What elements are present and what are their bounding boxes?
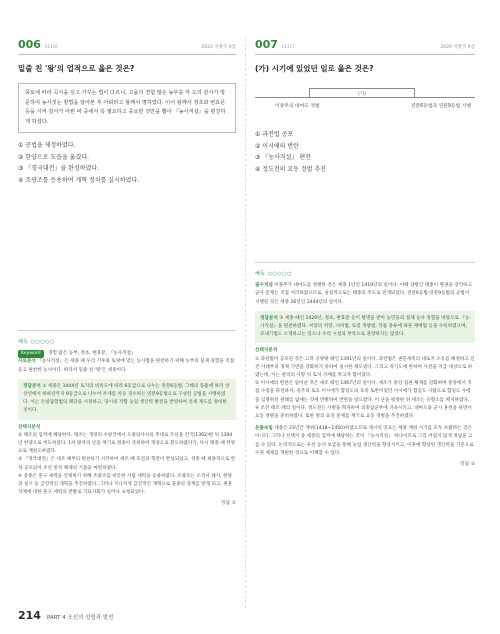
choice-item[interactable]: ① 과전법 공포 [255, 131, 294, 138]
answer-007 [255, 270, 475, 469]
choice-analysis-label: 선택지분석 [255, 348, 278, 354]
question-header [255, 38, 475, 55]
choice-analysis-item: ② 이시애의 반란은 일어난 것은 세조 때인 1467년의 일이다. 세조가 중앙 집권 체제를 강화하며 중앙에서 직접 수령을 파견하자, 길주의 토호 이시애가 함길도의 호족 토반이었던 이시애가 함길도 사람으로 함길도 수령을 임명하던 관례를 없애는 것에 반발하여 반란을 일으켰다. 이 난을 평정한 뒤 세조는 유향소를 폐지하였다. [255, 381, 472, 403]
choice-item[interactable]: ① 공법을 제정하였다. [18, 142, 76, 149]
correct-answer-box [255, 311, 475, 344]
timeline-start-label: 이종무의 대마도 정벌 [275, 104, 320, 109]
source-analysis-label: 자료분석 [18, 359, 36, 365]
timeline [255, 86, 475, 122]
section-divider [255, 262, 475, 263]
keyword-line [18, 350, 236, 358]
choice-item[interactable]: ③ 『경국대전』을 완성하였다. [18, 165, 100, 172]
page-footer [18, 609, 113, 622]
choice-analysis-item: ③ 『경국대전』은 세조 때부터 편찬하기 시작하여 세조 때 호전과 형전이 완성되었고, 성종 때 최종적으로 완성·공포되어 조선 통치 체제의 기틀을 마련하였다. [18, 457, 236, 471]
timeline-end-label: 전분6등법과 연분9등법 시행 [410, 104, 471, 109]
question-number: 006 [18, 38, 41, 51]
timeline-axis [255, 97, 475, 98]
correct-answer-text: ① 세종은 1444년 토지의 비옥도에 따라 6등급으로 나누는 전분6등법, 그해의 풍흉에 따라 상상년에서 하하년까지 9등급으로 나누어 조세를 차등 징수하는 연분9등법으로 구성된 공법을 시행하였다. 이는 손실답험법의 폐단을 시정하고, 당시의 작황 농업 생산력 발전을 반영하여 전세 제도를 정비한 것이다. [23, 383, 230, 414]
choice-list [18, 140, 236, 186]
choice-list [255, 129, 475, 175]
question-number: 007 [255, 38, 278, 51]
choice-analysis-label: 선택지분석 [18, 424, 41, 430]
tip-label: 문풀속팁 [255, 426, 273, 432]
answer-006 [18, 338, 236, 509]
answer-header [255, 270, 475, 278]
correct-answer-label: 정답분석 [23, 383, 41, 389]
choice-item[interactable]: ② 한양으로 도읍을 옮겼다. [18, 153, 89, 161]
correct-answer-box [18, 379, 236, 420]
question-header [18, 38, 236, 55]
page-number: 214 [18, 609, 41, 622]
choice-analysis-item: ④ 조선 태조 때의 일이다. 정도전은 사병을 혁파하여 의흥삼군부에 귀속시키고, 대마도와 군사 훈련을 하면서 요동 정벌을 준비하였다. 또한 명의 표전 문제를 계기로 요동 정벌을 추진하였다. [255, 405, 472, 420]
difficulty-circles: ○○○○○ [30, 339, 55, 345]
answer-tag: 정답 ③ [459, 462, 475, 468]
question-text: (가) 시기에 있었던 일로 옳은 것은? [255, 64, 374, 73]
keyword-text: 경험 많은 농부, 정초, 변효문, 『농사직설』 [48, 351, 136, 357]
choice-analysis-item: ④ 중종은 훈구 세력을 견제하기 위해 조광조를 비롯한 사림 세력을 등용하였다. 조광조는 소격서 폐지, 현량과 실시 등 급진적인 개혁을 추진하였다. 그러나 지나치게 급진적인 개혁으로 중종의 경계를 받게 되고, 위훈 삭제에 대한 훈구 세력의 반발로 기묘사화가 일어나 숙청되었다. [18, 473, 233, 496]
part-title: PART 4 조선의 성립과 발전 [46, 615, 114, 621]
correct-answer-text: ③ 세종 때인 1429년, 정초, 변효문 등이 왕명을 받아 농민들의 실제 농사 경험을 바탕으로 『농사직설』을 편찬하였다. 씨앗의 저장, 시비법, 토질 개량법, 작물 종류에 따른 재배법 등을 수록하였으며, 모내기법도 소개하고는 있으나 수리 시설의 부족으로 권장하지는 않았다. [260, 315, 470, 338]
question-code: 01117 [281, 44, 295, 49]
choice-item[interactable]: ④ 조광조를 등용하여 개혁 정치를 실시하였다. [18, 176, 140, 184]
core-concept-text: 이종무가 대마도를 정벌한 것은 세종 1년인 1419년의 일이다. 이때 상왕인 태종이 병권을 장악하고 군사 문제는 직접 처리하였으므로, 실질적으로는 태종의 주도로 전개되었다. 전분6등법·연분9등법의 공법이 시행된 것은 세종 26년인 1444년의 일이다. [255, 283, 473, 305]
choice-analysis-item: ② 태조의 업적에 해당한다. 태조는 개경의 수창궁에서 도평의사사의 추대로 조선을 건국(1392)한 뒤 1394년 한양으로 천도하였다. 1차 왕자의 난을 계기로 정종이 즉위하여 개경으로 환도하였다가, 다시 태종 때 한양으로 재천도하였다. [18, 432, 236, 455]
difficulty-circles: ○○○○○ [267, 271, 292, 277]
tip-text: 세종은 23년간 재위(1418~1450)하였으므로 제시된 연표는 세종 재위 시기를 모두 포괄하는 것은 아니다. 그러나 선택지 중 세종의 업적에 해당하는 것이 『농사직설』 하나이므로 그리 어렵지 않게 정답을 고를 수 있다. 논리적으로는 우선 농서 보급을 통해 농업 생산력을 향상시키고, 이후에 향상된 생산력을 기준으로 수취 체제를 개편한 것으로 이해할 수 있다. [255, 426, 474, 456]
question-007 [255, 38, 475, 175]
keyword-badge: Keyword [18, 350, 44, 358]
source-passage: 풍토에 따라 곡식을 심고 가꾸는 법이 다르니, 고을의 경험 많은 농부를 각 도의 감사가 방문하여 농사짓는 방법을 알아본 후 아뢰라고 왕께서 명하였다. 이어 왕께서 정초와 변효문 등을 시켜 감사가 아뢴 바 중에서 꼭 필요하고 중요한 것만을 뽑아 『농사직설』을 편찬하게 하셨다. [18, 83, 236, 133]
question-text: 밑줄 친 '왕'의 업적으로 옳은 것은? [18, 64, 135, 73]
answer-header [18, 338, 236, 346]
answer-tag: 정답 ① [220, 501, 236, 507]
core-concept-label: 필수개념 [255, 283, 273, 289]
choice-analysis-item: ① 과전법이 공포된 것은 고려 공양왕 때인 1391년의 일이다. 과전법은 권문세족의 대토지 소유를 해결하고 신진 사대부의 경제 기반을 강화하기 위하여 실시한 제도였다. 그리고 경기도에 한하여 사전을 지급 대상으로 하였는데, 이는 관리의 사망 뒤 토지 지배를 막고자 함이었다. [255, 356, 475, 379]
core-concept [255, 282, 475, 307]
column-divider [245, 38, 246, 608]
exam-source: 2022 지방직 9급 [201, 45, 236, 50]
exam-source: 2020 지방직 9급 [440, 45, 475, 50]
tip-section [255, 425, 475, 458]
choice-item[interactable]: ④ 정도전의 요동 정벌 추진 [255, 165, 326, 173]
source-analysis-text: 『농사직설』은 세종 때 우리 기후와 토양에 맞는 농사법을 편찬하기 위해 농부의 실제 경험을 직접 듣고 편찬한 농서이다. 따라서 밑줄 친 '왕'은 세종이다. [18, 359, 235, 373]
period-marker: (가) [358, 92, 366, 97]
answer-head-label: 해독 [18, 339, 28, 345]
correct-answer-label: 정답분석 [260, 315, 278, 321]
choice-item[interactable]: ③ 『농사직설』 편찬 [255, 154, 311, 161]
question-006 [18, 38, 236, 186]
question-code: 01116 [44, 44, 58, 49]
source-analysis [18, 358, 236, 374]
answer-head-label: 해독 [255, 271, 265, 277]
timeline-period-bracket [309, 88, 415, 97]
choice-item[interactable]: ② 이시애의 반란 [255, 142, 299, 150]
section-divider [18, 330, 236, 331]
